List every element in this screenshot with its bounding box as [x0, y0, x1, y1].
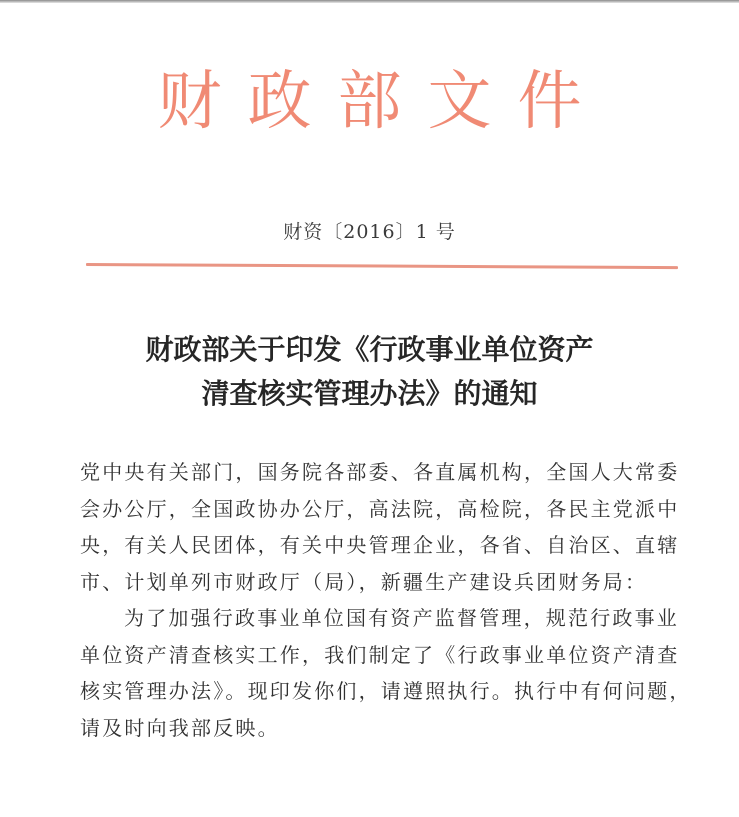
document-title-line-1: 财政部关于印发《行政事业单位资产 — [145, 333, 594, 366]
document-title-line-2: 清查核实管理办法》的通知 — [201, 377, 538, 410]
document-number: 财资〔2016〕1 号 — [283, 221, 456, 243]
page-top-edge — [0, 0, 739, 3]
body-paragraph-1: 为了加强行政事业单位国有资产监督管理，规范行政事业单位资产清查核实工作，我们制定了《行政事业单位资产清查核实管理办法》。现印发你们，请遵照执行。执行中有何问题，请及时向我部反映。 — [80, 606, 692, 740]
addressees-paragraph: 党中央有关部门，国务院各部委、各直属机构，全国人大常委会办公厅，全国政协办公厅，高法院，高检院，各民主党派中央，有关人民团体，有关中央管理企业，各省、自治区、直辖市、计划单列市财政厅（局），新疆生产建设兵团财务局： — [80, 460, 680, 594]
document-body — [80, 454, 700, 746]
document-title — [0, 328, 739, 416]
red-header-rule — [86, 263, 678, 269]
issuer-header-title: 财政部文件 — [157, 65, 608, 139]
